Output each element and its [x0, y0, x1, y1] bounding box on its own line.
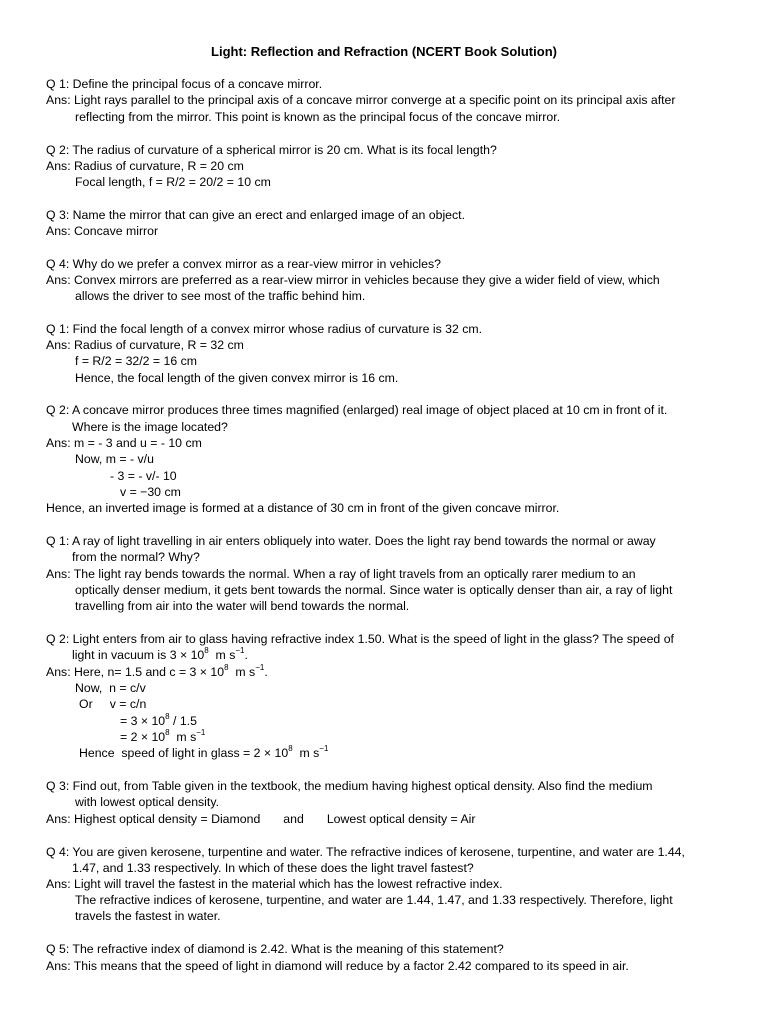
answer-line: Ans: Light will travel the fastest in the material which has the lowest refractive index. [46, 877, 503, 891]
answer-line: Now, n = c/v [75, 681, 146, 695]
question-line: from the normal? Why? [72, 550, 200, 564]
answer-line [46, 811, 476, 827]
answer-line: Hence, an inverted image is formed at a distance of 30 cm in front of the given concave mirror. [46, 501, 560, 515]
superscript: 8 [204, 645, 209, 655]
answer-line: f = R/2 = 32/2 = 16 cm [75, 354, 198, 368]
answer-line: reflecting from the mirror. This point is known as the principal focus of the concave mirror. [75, 110, 561, 124]
answer-line: v = −30 cm [120, 485, 181, 499]
answer-line: Now, m = - v/u [75, 452, 154, 466]
text-segment: Ans: Here, n= 1.5 and c = 3 × 10 [46, 665, 225, 679]
question-line: Q 1: Find the focal length of a convex mirror whose radius of curvature is 32 cm. [46, 322, 483, 336]
answer-line: Focal length, f = R/2 = 20/2 = 10 cm [75, 175, 271, 189]
question-line: with lowest optical density. [75, 795, 219, 809]
answer-line: travelling from air into the water will bend towards the normal. [75, 599, 410, 613]
answer-line: Or v = c/n [79, 697, 147, 711]
answer-line: Ans: Radius of curvature, R = 20 cm [46, 159, 244, 173]
answer-line: optically denser medium, it gets bent towards the normal. Since water is optically denser than air, a ray of light [75, 583, 673, 597]
text-segment: / 1.5 [169, 714, 197, 728]
question-line: Q 5: The refractive index of diamond is 2.42. What is the meaning of this statement? [46, 942, 504, 956]
text-segment: = 2 × 10 [120, 730, 166, 744]
superscript: −1 [319, 743, 329, 753]
text-segment: = 3 × 10 [120, 714, 166, 728]
text-segment: light in vacuum is 3 × 10 [72, 648, 205, 662]
answer-line: Hence, the focal length of the given convex mirror is 16 cm. [75, 371, 399, 385]
superscript: 8 [165, 711, 170, 721]
answer-line [120, 713, 197, 729]
text-segment: Lowest optical density = Air [326, 812, 476, 826]
text-segment: m s [208, 648, 236, 662]
answer-line: allows the driver to see most of the traffic behind him. [75, 289, 366, 303]
text-segment: and [283, 812, 304, 826]
question-line: Q 2: A concave mirror produces three times magnified (enlarged) real image of object placed at 10 cm in front of it. [46, 403, 668, 417]
page-title: Light: Reflection and Refraction (NCERT Book Solution) [211, 44, 557, 59]
answer-line: Ans: The light ray bends towards the normal. When a ray of light travels from an optically rarer medium to an [46, 567, 636, 581]
answer-line: travels the fastest in water. [75, 909, 221, 923]
superscript: −1 [196, 727, 206, 737]
text-segment: m s [169, 730, 197, 744]
answer-line: Ans: Concave mirror [46, 224, 159, 238]
question-line: Q 4: You are given kerosene, turpentine and water. The refractive indices of kerosene, turpentine, and water are 1.44, [46, 845, 685, 859]
answer-line: - 3 = - v/- 10 [110, 469, 177, 483]
question-line: Q 2: The radius of curvature of a spherical mirror is 20 cm. What is its focal length? [46, 143, 497, 157]
text-segment: . [264, 665, 268, 679]
superscript: 8 [165, 727, 170, 737]
question-line: 1.47, and 1.33 respectively. In which of these does the light travel fastest? [72, 861, 474, 875]
answer-line: Ans: Radius of curvature, R = 32 cm [46, 338, 244, 352]
question-line: Q 2: Light enters from air to glass having refractive index 1.50. What is the speed of light in the glass? The speed of [46, 632, 674, 646]
answer-line [120, 729, 205, 745]
answer-line: Ans: This means that the speed of light in diamond will reduce by a factor 2.42 compared to its speed in air. [46, 959, 629, 973]
answer-line: Ans: Light rays parallel to the principal axis of a concave mirror converge at a specific point on its principal axis after [46, 93, 676, 107]
answer-line: Ans: m = - 3 and u = - 10 cm [46, 436, 202, 450]
answer-line [79, 745, 328, 761]
text-segment: Hence speed of light in glass = 2 × 10 [79, 746, 289, 760]
superscript: 8 [224, 662, 229, 672]
superscript: 8 [288, 743, 293, 753]
text-segment: Ans: Highest optical density = Diamond [46, 812, 261, 826]
text-segment: m s [292, 746, 320, 760]
question-line [72, 647, 248, 663]
superscript: −1 [235, 645, 245, 655]
question-line: Q 3: Find out, from Table given in the textbook, the medium having highest optical density. Also find the medium [46, 779, 653, 793]
question-line: Q 3: Name the mirror that can give an erect and enlarged image of an object. [46, 208, 466, 222]
question-line: Q 1: Define the principal focus of a concave mirror. [46, 77, 323, 91]
answer-line: Ans: Convex mirrors are preferred as a rear-view mirror in vehicles because they give a wider field of view, which [46, 273, 660, 287]
text-segment: m s [228, 665, 256, 679]
text-segment: . [244, 648, 248, 662]
question-line: Q 4: Why do we prefer a convex mirror as a rear-view mirror in vehicles? [46, 257, 441, 271]
question-line: Q 1: A ray of light travelling in air enters obliquely into water. Does the light ray bend towards the normal or away [46, 534, 656, 548]
question-line: Where is the image located? [72, 420, 228, 434]
answer-line: The refractive indices of kerosene, turpentine, and water are 1.44, 1.47, and 1.33 respectively. Therefore, light [75, 893, 673, 907]
superscript: −1 [255, 662, 265, 672]
answer-line [46, 664, 268, 680]
